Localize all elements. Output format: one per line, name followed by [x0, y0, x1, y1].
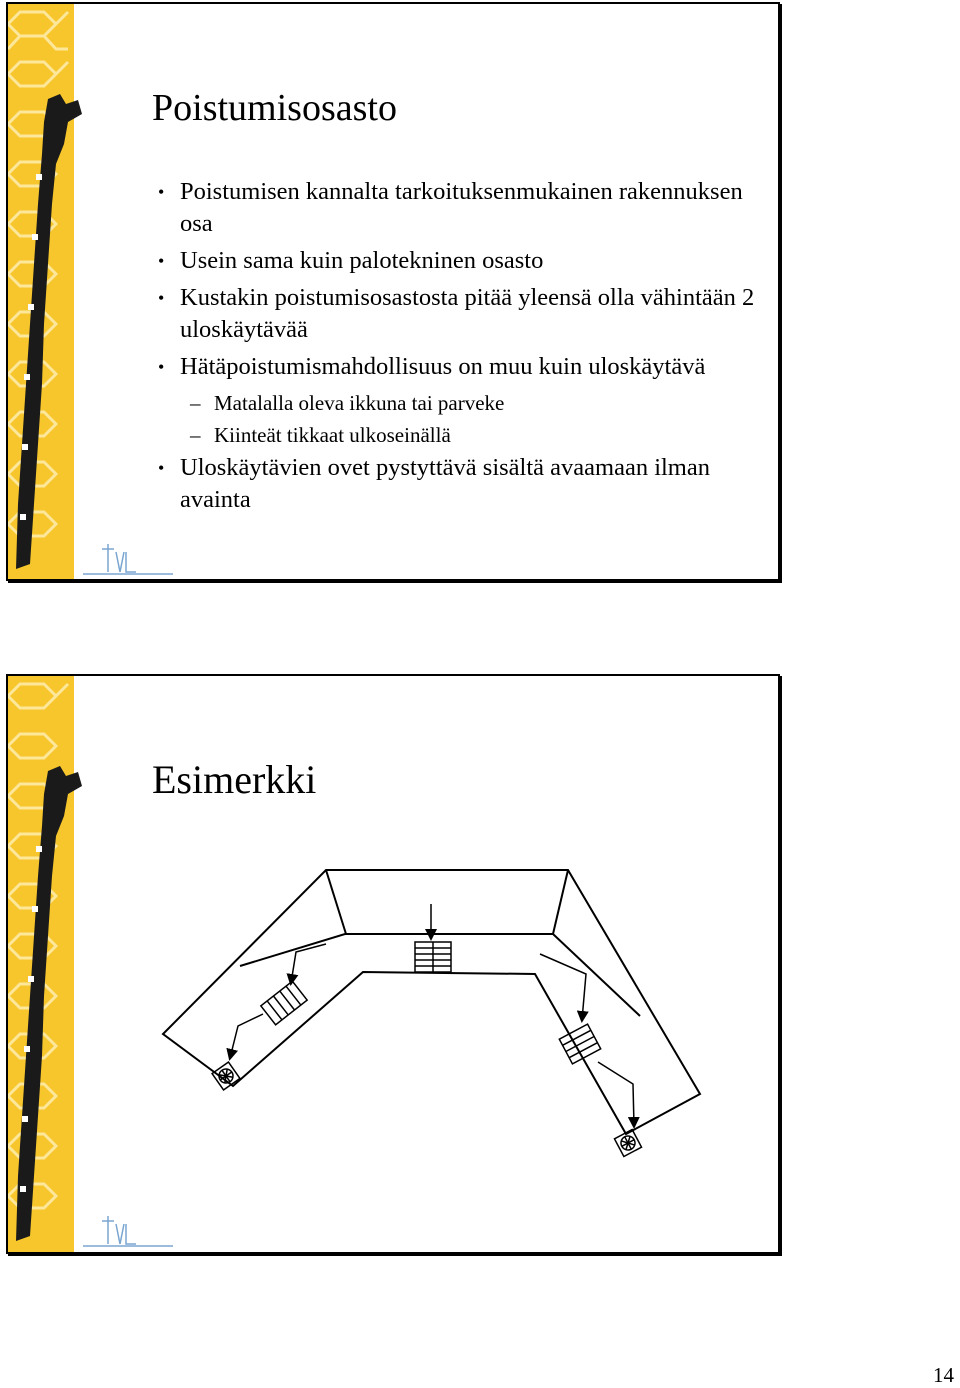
slide-title: Poistumisosasto: [152, 87, 397, 129]
page-number: 14: [933, 1363, 954, 1387]
bullet-item: • Poistumisen kannalta tarkoituksenmukainen rakennuksen osa: [158, 178, 743, 237]
arrow-right-up: [540, 954, 586, 1020]
stairs-right-icon: [559, 1024, 600, 1064]
bullet-item: • Usein sama kuin palotekninen osasto: [158, 247, 544, 274]
slide-2: [6, 674, 780, 1254]
sub-bullet-item: – Kiinteät tikkaat ulkoseinällä: [190, 423, 451, 447]
corridor-divider: [553, 870, 568, 934]
stairs-center-icon: [415, 942, 451, 972]
bullet-item: • Hätäpoistumismahdollisuus on muu kuin uloskäytävä: [158, 353, 706, 380]
window-left-icon: [212, 1062, 240, 1090]
corridor-divider: [326, 870, 346, 934]
floor-plan-diagram: [8, 676, 778, 1252]
arrow-left-down: [230, 1014, 263, 1058]
tml-logo-icon: [83, 544, 173, 574]
bullet-item: • Uloskäytävien ovet pystyttävä sisältä avaamaan ilman avainta: [158, 454, 710, 513]
sub-bullet-item: – Matalalla oleva ikkuna tai parveke: [190, 391, 505, 415]
bullet-item: • Kustakin poistumisosastosta pitää yleensä olla vähintään 2 uloskäytävää: [158, 284, 755, 343]
slide-title: Esimerkki: [152, 757, 317, 802]
bullet-list: [158, 176, 758, 521]
slide-1: [6, 2, 780, 581]
stairs-left-icon: [261, 981, 307, 1025]
